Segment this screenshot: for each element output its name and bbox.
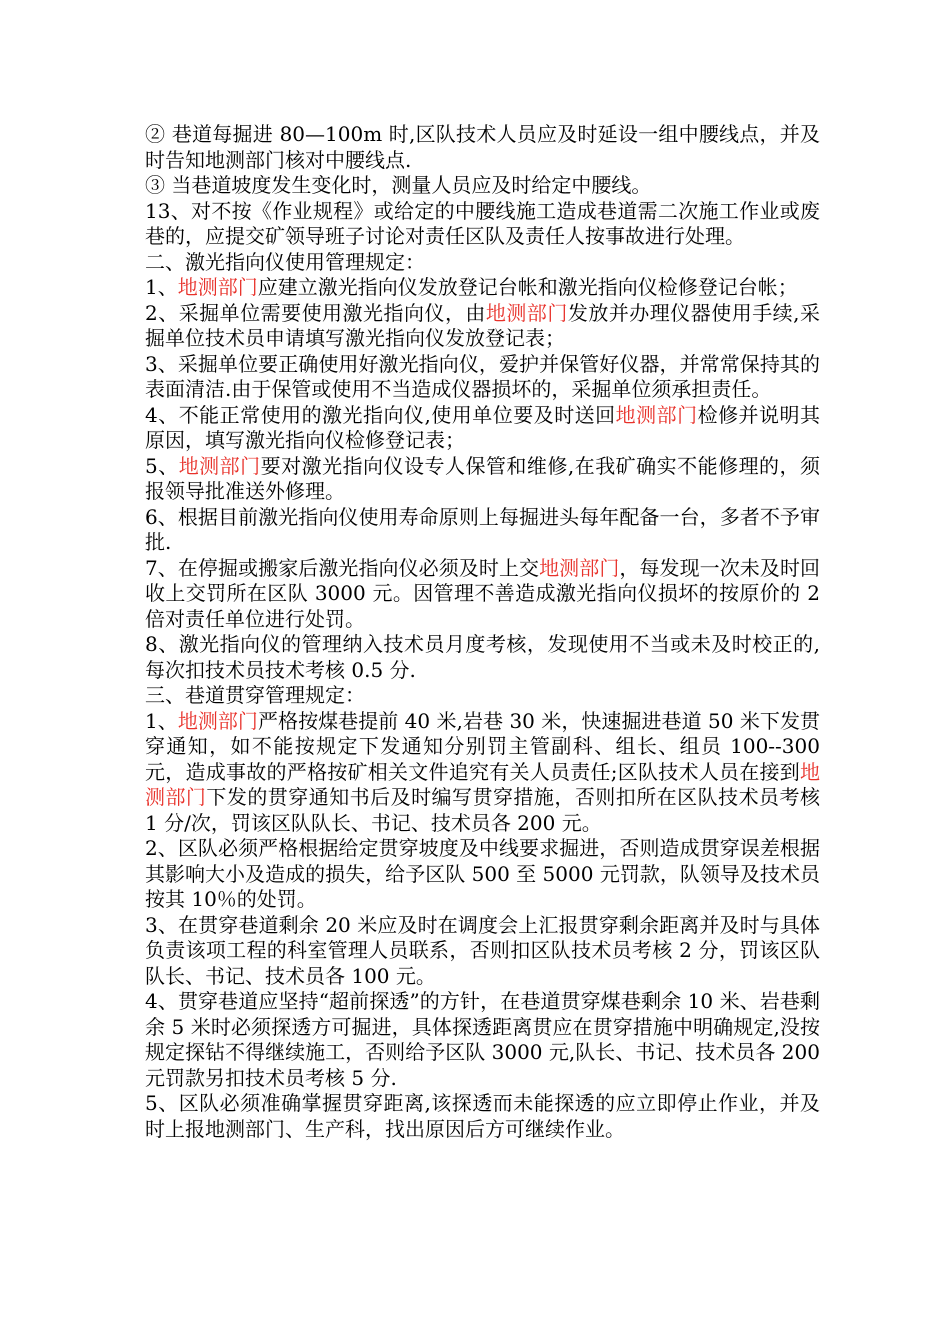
highlighted-term: 地测部门 xyxy=(145,759,820,809)
paragraph-text: 严格按煤巷提前 40 米,岩巷 30 米，快速掘进巷道 50 米下发贯穿通知，如不能按规定下发通知分别罚主管副科、组长、组员 100--300 元，造成事故的严格按矿相关文件追究有关人员责任;区队技术人员在接到 xyxy=(145,708,820,784)
paragraph xyxy=(145,352,820,403)
paragraph xyxy=(145,683,820,709)
paragraph xyxy=(145,989,820,1091)
paragraph-text: 检修并说明其原因，填写激光指向仪检修登记表； xyxy=(145,402,821,452)
paragraph xyxy=(145,1091,820,1142)
paragraph xyxy=(145,709,820,837)
highlighted-term: 地测部门 xyxy=(177,708,258,733)
paragraph-text: 4、贯穿巷道应坚持“超前探透”的方针，在巷道贯穿煤巷剩余 10 米、岩巷剩余 5 米时必须探透方可掘进，具体探透距离贯应在贯穿措施中明确规定,没按规定探钻不得继续施工，否则给予区队 3000 元,队长、书记、技术员各 200 元罚款另扣技术员考核 5 分. xyxy=(145,989,820,1090)
document-body xyxy=(145,122,820,1142)
paragraph xyxy=(145,173,820,199)
paragraph-text: 7、在停掘或搬家后激光指向仪必须及时上交 xyxy=(145,555,540,580)
paragraph-text: 13、对不按《作业规程》或给定的中腰线施工造成巷道需二次施工作业或废巷的，应提交矿领导班子讨论对责任区队及责任人按事故进行处理。 xyxy=(145,198,820,248)
paragraph-text: 3、采掘单位要正确使用好激光指向仪，爱护并保管好仪器，并常常保持其的表面清洁.由于保管或使用不当造成仪器损坏的，采掘单位须承担责任。 xyxy=(145,351,820,401)
paragraph-text: 发放并办理仪器使用手续,采掘单位技术员申请填写激光指向仪发放登记表； xyxy=(145,300,821,350)
paragraph-text: 6、根据目前激光指向仪使用寿命原则上每掘进头每年配备一台，多者不予审批. xyxy=(145,504,820,554)
paragraph xyxy=(145,632,820,683)
paragraph-text: 5、区队必须准确掌握贯穿距离,该探透而未能探透的应立即停止作业，并及时上报地测部门、生产科，找出原因后方可继续作业。 xyxy=(145,1091,820,1141)
paragraph xyxy=(145,122,820,173)
paragraph-text: 应建立激光指向仪发放登记台帐和激光指向仪检修登记台帐； xyxy=(257,275,798,299)
paragraph-text: 1、 xyxy=(145,708,178,733)
paragraph-text: ③ 当巷道坡度发生变化时，测量人员应及时给定中腰线。 xyxy=(145,173,652,197)
paragraph xyxy=(145,913,820,990)
paragraph-text: ，每发现一次未及时回收上交罚所在区队 3000 元。因管理不善造成激光指向仪损坏的按原价的 2 倍对责任单位进行处罚。 xyxy=(145,555,821,631)
paragraph xyxy=(145,556,820,633)
paragraph-text: 下发的贯穿通知书后及时编写贯穿措施，否则扣所在区队技术员考核 1 分/次，罚该区队队长、书记、技术员各 200 元。 xyxy=(145,785,820,835)
paragraph-text: 二、激光指向仪使用管理规定： xyxy=(145,249,425,274)
paragraph xyxy=(145,454,820,505)
paragraph-text: ② 巷道每掘进 80—100m 时,区队技术人员应及时延设一组中腰线点，并及时告知地测部门核对中腰线点. xyxy=(145,122,820,172)
highlighted-term: 地测部门 xyxy=(177,275,258,299)
paragraph xyxy=(145,199,820,250)
paragraph-text: 3、在贯穿巷道剩余 20 米应及时在调度会上汇报贯穿剩余距离并及时与具体负责该项工程的科室管理人员联系，否则扣区队技术员考核 2 分，罚该区队队长、书记、技术员各 100 元。 xyxy=(145,912,820,988)
paragraph-text: 5、 xyxy=(145,453,179,478)
paragraph xyxy=(145,403,820,454)
paragraph xyxy=(145,505,820,556)
paragraph-text: 1、 xyxy=(145,275,178,299)
highlighted-term: 地测部门 xyxy=(539,555,620,580)
paragraph xyxy=(145,836,820,913)
highlighted-term: 地测部门 xyxy=(178,453,261,478)
highlighted-term: 地测部门 xyxy=(485,300,568,325)
paragraph xyxy=(145,275,820,301)
paragraph-text: 2、区队必须严格根据给定贯穿坡度及中线要求掘进，否则造成贯穿误差根据其影响大小及造成的损失，给予区队 500 至 5000 元罚款，队领导及技术员按其 10％的处罚。 xyxy=(145,836,820,911)
paragraph xyxy=(145,301,820,352)
paragraph-text: 要对激光指向仪设专人保管和维修,在我矿确实不能修理的，须报领导批准送外修理。 xyxy=(145,453,821,503)
paragraph-text: 8、激光指向仪的管理纳入技术员月度考核，发现使用不当或未及时校正的,每次扣技术员技术考核 0.5 分. xyxy=(145,632,820,682)
paragraph xyxy=(145,250,820,276)
paragraph-text: 2、采掘单位需要使用激光指向仪，由 xyxy=(145,300,486,325)
paragraph-text: 三、巷道贯穿管理规定： xyxy=(145,683,365,707)
paragraph-text: 4、不能正常使用的激光指向仪,使用单位要及时送回 xyxy=(145,402,616,427)
highlighted-term: 地测部门 xyxy=(615,402,698,427)
